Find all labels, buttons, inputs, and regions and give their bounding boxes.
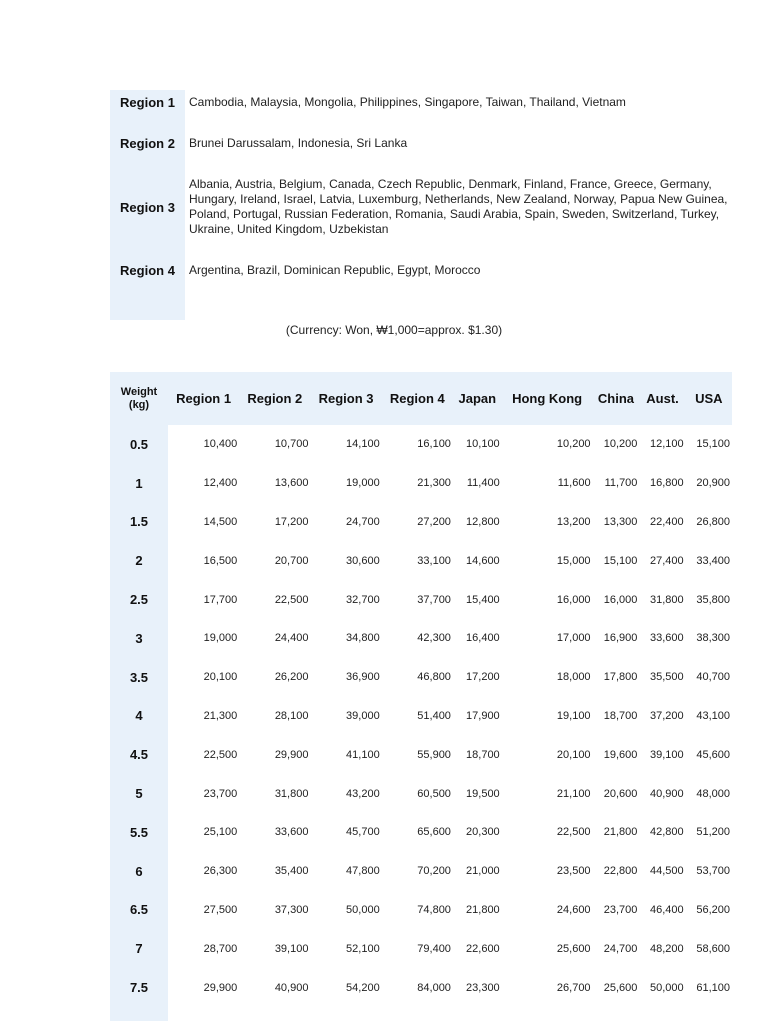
- rate-cell-spacer: [593, 1007, 640, 1021]
- rate-cell: 27,200: [417, 515, 451, 528]
- rate-cell: 29,900: [203, 981, 238, 994]
- rate-cell: 26,200: [274, 671, 309, 684]
- rate-cell: 48,200: [650, 942, 684, 955]
- rate-cell: 47,800: [346, 865, 380, 878]
- rate-cell-spacer: [639, 1007, 685, 1021]
- rate-cell: 19,100: [556, 709, 591, 722]
- rate-cell: 41,100: [346, 748, 380, 761]
- rate-cell: 16,500: [203, 554, 238, 567]
- rate-cell: 19,000: [346, 477, 380, 490]
- region-label: Region 1: [110, 90, 185, 114]
- rate-cell: 21,300: [203, 709, 238, 722]
- rate-cell: 23,300: [466, 981, 500, 994]
- region-row-spacer: [110, 298, 730, 320]
- currency-note-text: (Currency: Won, ₩1,000=approx. $1.30): [285, 323, 503, 337]
- table-row: [110, 658, 732, 697]
- rate-cell: 11,700: [604, 477, 638, 490]
- rate-cell-spacer: [382, 1007, 453, 1021]
- weight-cell: 1.5: [110, 503, 168, 542]
- table-row: [110, 891, 732, 930]
- table-row: [110, 697, 732, 736]
- region-countries: Albania, Austria, Belgium, Canada, Czech Republic, Denmark, Finland, France, Greece, Germany, Hungary, Ireland, Israel, Latvia, Luxemburg, Netherlands, New Zealand, Norway, Papua New Guinea, Poland, Portugal, Russian Federation, Romania, Saudi Arabia, Spain, Sweden, Switzerland, Turkey, Ukraine, United Kingdom, Uzbekistan: [189, 177, 728, 236]
- rate-cell: 37,200: [650, 709, 684, 722]
- rate-cell: 50,000: [650, 981, 684, 994]
- rate-cell: 17,900: [466, 709, 500, 722]
- rate-cell: 27,400: [650, 554, 684, 567]
- rate-cell: 11,600: [557, 477, 591, 490]
- rate-cell: 12,100: [650, 438, 684, 451]
- rate-cell: 39,000: [346, 709, 380, 722]
- rate-cell: 32,700: [346, 593, 380, 606]
- weight-cell: 5.5: [110, 813, 168, 852]
- rate-cell: 17,700: [203, 593, 238, 606]
- rate-cell: 42,800: [650, 826, 684, 839]
- rate-cell: 22,500: [274, 593, 309, 606]
- rate-cell: 36,900: [346, 671, 380, 684]
- rate-cell: 24,600: [556, 903, 591, 916]
- rate-cell: 21,000: [466, 865, 500, 878]
- table-row: [110, 774, 732, 813]
- rate-cell: 22,800: [603, 865, 638, 878]
- rate-cell: 14,500: [203, 515, 238, 528]
- weight-cell: 3.5: [110, 658, 168, 697]
- weight-cell: 1: [110, 464, 168, 503]
- column-header: Region 1: [168, 372, 239, 425]
- region-countries: Cambodia, Malaysia, Mongolia, Philippines, Singapore, Taiwan, Thailand, Vietnam: [189, 94, 626, 109]
- rate-cell: 34,800: [346, 632, 380, 645]
- weight-cell: 6: [110, 852, 168, 891]
- table-row: [110, 425, 732, 464]
- rate-cell: 28,700: [203, 942, 238, 955]
- rate-cell: 26,700: [556, 981, 591, 994]
- table-row: [110, 541, 732, 580]
- rate-cell: 39,100: [274, 942, 309, 955]
- table-row-spacer: [110, 1007, 732, 1021]
- region-row-3: [110, 172, 730, 242]
- rate-cell: 60,500: [417, 787, 451, 800]
- rate-cell: 25,100: [203, 826, 238, 839]
- rate-cell: 24,700: [346, 515, 380, 528]
- weight-cell: 2.5: [110, 580, 168, 619]
- weight-cell: 6.5: [110, 891, 168, 930]
- column-header: Region 4: [382, 372, 453, 425]
- rate-cell: 43,200: [346, 787, 380, 800]
- rate-cell: 26,300: [203, 865, 238, 878]
- rate-cell: 51,200: [696, 826, 730, 839]
- table-row: [110, 929, 732, 968]
- weight-cell: 0.5: [110, 425, 168, 464]
- rate-cell: 17,200: [274, 515, 309, 528]
- rate-cell: 27,500: [203, 903, 238, 916]
- rate-cell: 15,400: [466, 593, 500, 606]
- rate-cell: 24,700: [603, 942, 638, 955]
- rate-cell: 33,100: [417, 554, 451, 567]
- rate-cell: 16,000: [603, 593, 638, 606]
- column-header: USA: [686, 372, 732, 425]
- rate-cell: 22,500: [556, 826, 591, 839]
- rate-header-row: [110, 372, 732, 425]
- table-row: [110, 735, 732, 774]
- rate-cell: 18,700: [603, 709, 638, 722]
- weight-cell: 7.5: [110, 968, 168, 1007]
- table-row: [110, 852, 732, 891]
- rate-cell: 35,400: [274, 865, 309, 878]
- rate-cell: 20,900: [696, 477, 730, 490]
- region-row-2: [110, 114, 730, 172]
- rate-cell: 79,400: [417, 942, 451, 955]
- currency-note: [0, 323, 768, 337]
- rate-cell: 46,400: [650, 903, 684, 916]
- rate-cell: 54,200: [346, 981, 380, 994]
- rate-cell: 25,600: [556, 942, 591, 955]
- rate-cell: 56,200: [696, 903, 730, 916]
- rate-cell-spacer: [453, 1007, 502, 1021]
- rate-cell: 17,000: [556, 632, 591, 645]
- rate-table: [110, 372, 732, 1021]
- weight-cell: 7: [110, 929, 168, 968]
- rate-cell: 33,600: [274, 826, 309, 839]
- rate-cell: 14,100: [346, 438, 380, 451]
- rate-cell: 20,600: [603, 787, 638, 800]
- column-header: Aust.: [639, 372, 685, 425]
- rate-cell-spacer: [168, 1007, 239, 1021]
- rate-cell: 40,700: [696, 671, 730, 684]
- rate-table-body: [110, 425, 732, 1021]
- rate-cell: 22,500: [203, 748, 238, 761]
- rate-cell: 58,600: [696, 942, 730, 955]
- column-header: China: [593, 372, 640, 425]
- rate-cell: 25,600: [603, 981, 638, 994]
- rate-cell: 45,700: [346, 826, 380, 839]
- rate-cell: 39,100: [650, 748, 684, 761]
- region-table: [110, 90, 730, 320]
- rate-cell: 55,900: [417, 748, 451, 761]
- rate-cell-spacer: [239, 1007, 310, 1021]
- weight-cell: 4: [110, 697, 168, 736]
- rate-cell: 23,700: [203, 787, 238, 800]
- rate-cell: 21,100: [556, 787, 591, 800]
- rate-cell: 20,100: [203, 671, 238, 684]
- rate-cell: 51,400: [417, 709, 451, 722]
- rate-cell: 37,300: [274, 903, 309, 916]
- weight-cell: 3: [110, 619, 168, 658]
- rate-cell: 84,000: [417, 981, 451, 994]
- rate-cell: 20,100: [556, 748, 591, 761]
- rate-cell: 37,700: [417, 593, 451, 606]
- rate-cell: 61,100: [696, 981, 730, 994]
- rate-cell: 26,800: [696, 515, 730, 528]
- region-countries: Brunei Darussalam, Indonesia, Sri Lanka: [189, 135, 408, 150]
- region-countries-spacer: [185, 298, 730, 320]
- rate-cell: 23,700: [603, 903, 638, 916]
- rate-cell: 23,500: [556, 865, 591, 878]
- rate-cell: 10,700: [274, 438, 309, 451]
- rate-cell: 19,500: [466, 787, 500, 800]
- rate-cell: 10,200: [556, 438, 591, 451]
- rate-cell: 16,400: [466, 632, 500, 645]
- rate-cell: 11,400: [466, 477, 500, 490]
- rate-cell: 50,000: [346, 903, 380, 916]
- region-label: Region 4: [110, 242, 185, 298]
- rate-cell: 22,400: [650, 515, 684, 528]
- rate-cell: 16,100: [417, 438, 451, 451]
- rate-cell: 15,000: [556, 554, 591, 567]
- region-label: Region 2: [110, 114, 185, 172]
- rate-cell: 19,600: [603, 748, 638, 761]
- rate-cell: 17,200: [466, 671, 500, 684]
- rate-cell: 13,200: [556, 515, 591, 528]
- rate-cell: 10,400: [203, 438, 238, 451]
- rate-cell: 40,900: [274, 981, 309, 994]
- rate-cell: 16,900: [603, 632, 638, 645]
- rate-cell: 12,800: [466, 515, 500, 528]
- rate-cell: 24,400: [274, 632, 309, 645]
- rate-cell: 13,300: [603, 515, 638, 528]
- column-header: Region 2: [239, 372, 310, 425]
- region-label-spacer: [110, 298, 185, 320]
- rate-cell: 21,800: [466, 903, 500, 916]
- rate-cell-spacer: [310, 1007, 381, 1021]
- rate-cell: 35,500: [650, 671, 684, 684]
- weight-cell: 4.5: [110, 735, 168, 774]
- rate-cell: 20,300: [466, 826, 500, 839]
- rate-cell: 16,000: [556, 593, 591, 606]
- rate-cell: 35,800: [696, 593, 730, 606]
- rate-cell: 15,100: [603, 554, 638, 567]
- column-header: Hong Kong: [502, 372, 593, 425]
- rate-cell: 65,600: [417, 826, 451, 839]
- rate-cell-spacer: [686, 1007, 732, 1021]
- rate-cell: 30,600: [346, 554, 380, 567]
- rate-cell: 52,100: [346, 942, 380, 955]
- rate-cell: 44,500: [650, 865, 684, 878]
- rate-cell: 31,800: [650, 593, 684, 606]
- rate-cell: 33,600: [650, 632, 684, 645]
- rate-cell: 19,000: [203, 632, 238, 645]
- rate-cell: 18,000: [556, 671, 591, 684]
- rate-cell: 21,300: [417, 477, 451, 490]
- rate-cell: 21,800: [603, 826, 638, 839]
- table-row: [110, 968, 732, 1007]
- region-row-4: [110, 242, 730, 298]
- region-countries: Argentina, Brazil, Dominican Republic, Egypt, Morocco: [189, 262, 481, 277]
- region-label: Region 3: [110, 172, 185, 242]
- rate-cell: 15,100: [696, 438, 730, 451]
- rate-cell: 14,600: [466, 554, 500, 567]
- rate-cell: 48,000: [696, 787, 730, 800]
- table-row: [110, 619, 732, 658]
- rate-cell: 31,800: [274, 787, 309, 800]
- column-header: Japan: [453, 372, 502, 425]
- rate-cell: 40,900: [650, 787, 684, 800]
- rate-cell: 10,200: [603, 438, 638, 451]
- rate-cell: 13,600: [274, 477, 309, 490]
- weight-cell: 5: [110, 774, 168, 813]
- rate-cell: 42,300: [417, 632, 451, 645]
- rate-cell: 38,300: [696, 632, 730, 645]
- rate-cell: 12,400: [203, 477, 238, 490]
- rate-cell: 53,700: [696, 865, 730, 878]
- table-row: [110, 464, 732, 503]
- rate-cell: 70,200: [417, 865, 451, 878]
- rate-cell: 20,700: [274, 554, 309, 567]
- rate-cell: 17,800: [603, 671, 638, 684]
- rate-cell: 74,800: [417, 903, 451, 916]
- rate-cell: 10,100: [466, 438, 500, 451]
- weight-cell: 2: [110, 541, 168, 580]
- rate-cell: 16,800: [650, 477, 684, 490]
- table-row: [110, 580, 732, 619]
- rate-cell-spacer: [502, 1007, 593, 1021]
- column-header: Weight (kg): [110, 372, 168, 425]
- table-row: [110, 813, 732, 852]
- rate-cell: 18,700: [466, 748, 500, 761]
- column-header: Region 3: [310, 372, 381, 425]
- rate-cell: 28,100: [274, 709, 309, 722]
- rate-cell: 22,600: [466, 942, 500, 955]
- rate-cell: 45,600: [696, 748, 730, 761]
- rate-cell: 33,400: [696, 554, 730, 567]
- rate-cell: 46,800: [417, 671, 451, 684]
- region-row-1: [110, 90, 730, 114]
- table-row: [110, 503, 732, 542]
- weight-cell-spacer: [110, 1007, 168, 1021]
- rate-cell: 43,100: [696, 709, 730, 722]
- rate-cell: 29,900: [274, 748, 309, 761]
